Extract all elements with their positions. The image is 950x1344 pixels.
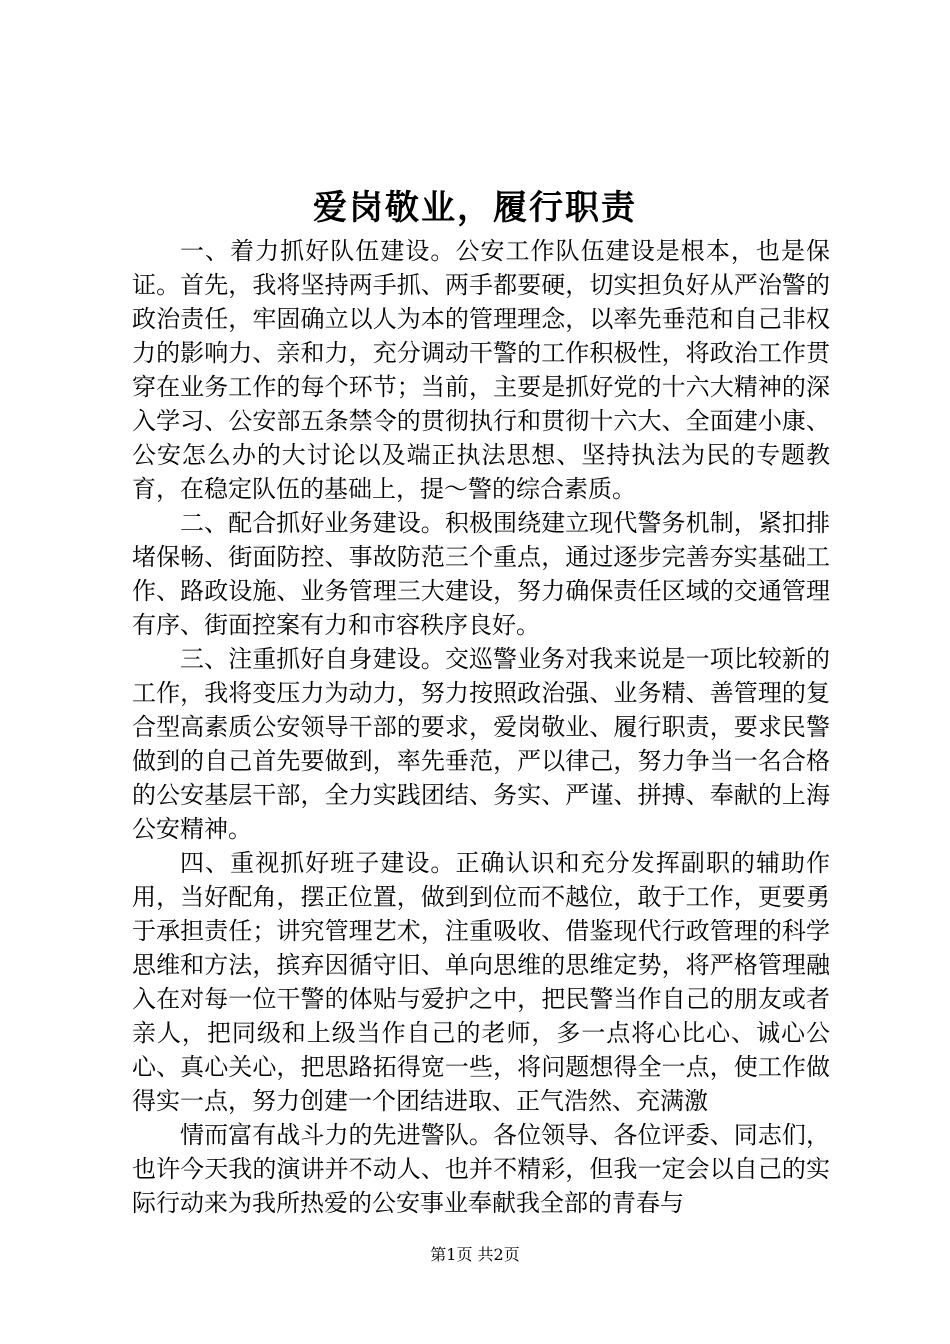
paragraph-closing: 情而富有战斗力的先进警队。各位领导、各位评委、同志们，也许今天我的演讲并不动人、也并不精彩，但我一定会以自己的实际行动来为我所热爱的公安事业奉献我全部的青春与 — [132, 1121, 830, 1217]
document-body — [132, 234, 830, 1220]
paragraph-self-building: 三、注重抓好自身建设。交巡警业务对我来说是一项比较新的工作，我将变压力为动力，努力按照政治强、业务精、善管理的复合型高素质公安领导干部的要求，爱岗敬业、履行职责，要求民警做到的自己首先要做到，率先垂范，严以律己，努力争当一名合格的公安基层干部，全力实践团结、务实、严谨、拼搏、奉献的上海公安精神。 — [132, 645, 830, 843]
page-number-footer: 第1页 共2页 — [430, 1245, 520, 1264]
paragraph-business-building: 二、配合抓好业务建设。积极围绕建立现代警务机制，紧扣排堵保畅、街面防控、事故防范三个重点，通过逐步完善夯实基础工作、路政设施、业务管理三大建设，努力确保责任区域的交通管理有序、街面控案有力和市容秩序良好。 — [132, 509, 830, 639]
paragraph-leadership-building: 四、重视抓好班子建设。正确认识和充分发挥副职的辅助作用，当好配角，摆正位置，做到到位而不越位，敢于工作，更要勇于承担责任；讲究管理艺术，注重吸收、借鉴现代行政管理的科学思维和方法，摈弃因循守旧、单向思维的思维定势，将严格管理融入在对每一位干警的体贴与爱护之中，把民警当作自己的朋友或者亲人，把同级和上级当作自己的老师，多一点将心比心、诚心公心、真心关心，把思路拓得宽一些，将问题想得全一点，使工作做得实一点，努力创建一个团结进取、正气浩然、充满激 — [132, 849, 830, 1115]
paragraph-team-building: 一、着力抓好队伍建设。公安工作队伍建设是根本，也是保证。首先，我将坚持两手抓、两手都要硬，切实担负好从严治警的政治责任，牢固确立以人为本的管理理念，以率先垂范和自己非权力的影响力、亲和力，充分调动干警的工作积极性，将政治工作贯穿在业务工作的每个环节；当前，主要是抓好党的十六大精神的深入学习、公安部五条禁令的贯彻执行和贯彻十六大、全面建小康、公安怎么办的大讨论以及端正执法思想、坚持执法为民的专题教育，在稳定队伍的基础上，提～警的综合素质。 — [132, 237, 830, 503]
document-title: 爱岗敬业，履行职责 — [313, 188, 637, 228]
